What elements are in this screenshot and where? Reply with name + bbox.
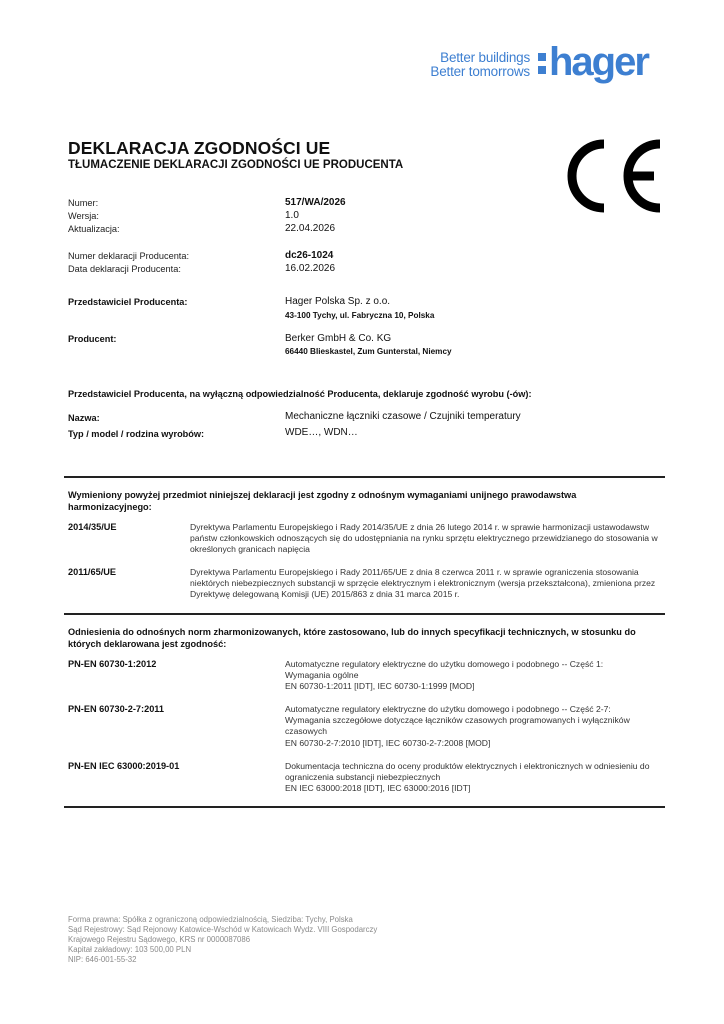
standard-line: EN IEC 63000:2018 [IDT], IEC 63000:2016 [IDT] [285, 783, 471, 794]
standard-line: EN 60730-1:2011 [IDT], IEC 60730-1:1999 [MOD] [285, 681, 475, 692]
wersja-label: Wersja: [68, 211, 99, 221]
standard-code: PN-EN 60730-2-7:2011 [68, 704, 165, 714]
standard-line: Wymagania ogólne [285, 670, 359, 681]
standard-line: Automatyczne regulatory elektryczne do użytku domowego i podobnego -- Część 2-7: [285, 704, 611, 714]
producent-address: 66440 Blieskastel, Zum Gunterstal, Niemcy [285, 347, 452, 356]
nazwa-value: Mechaniczne łączniki czasowe / Czujniki temperatury [285, 411, 521, 422]
tagline-line1: Better buildings [440, 50, 530, 65]
footer-line: NIP: 646-001-55-32 [68, 955, 137, 964]
standard-code: PN-EN 60730-1:2012 [68, 659, 157, 669]
standard-line: Automatyczne regulatory elektryczne do użytku domowego i podobnego -- Część 1: [285, 659, 604, 669]
page-title: DEKLARACJA ZGODNOŚCI UE [68, 138, 331, 158]
standard-code: PN-EN IEC 63000:2019-01 [68, 761, 180, 771]
numer-value: 517/WA/2026 [285, 197, 346, 208]
przedstawiciel-label: Przedstawiciel Producenta: [68, 297, 188, 307]
directive-text: Dyrektywa Parlamentu Europejskiego i Rady 2011/65/UE z dnia 8 czerwca 2011 r. w sprawie ograniczenia stosowania niektórych niebezpiecznych substancji w sprzęcie elektrycznym i elektronicznym (wersja przekształcona), zmieniona przez Dyrektywę delegowaną Komisji (UE) 2015/863 z dnia 31 marca 2015 r. [190, 567, 656, 600]
directive-code: 2014/35/UE [68, 522, 117, 532]
aktualizacja-value: 22.04.2026 [285, 223, 336, 234]
footer-line: Sąd Rejestrowy: Sąd Rejonowy Katowice-Wschód w Katowicach Wydz. VIII Gospodarczy [68, 925, 378, 934]
data-deklaracji-label: Data deklaracji Producenta: [68, 264, 181, 274]
directives-heading: Wymieniony powyżej przedmiot niniejszej deklaracji jest zgodny z odnośnym wymaganiami unijnego prawodawstwa harmonizacyjnego: [68, 490, 577, 512]
footer-line: Kapitał zakładowy: 103 500,00 PLN [68, 945, 192, 954]
ce-mark-icon [560, 138, 664, 214]
przedstawiciel-address: 43-100 Tychy, ul. Fabryczna 10, Polska [285, 311, 435, 320]
producent-name: Berker GmbH & Co. KG [285, 333, 392, 344]
nazwa-label: Nazwa: [68, 413, 100, 423]
standard-text [285, 704, 660, 749]
przedstawiciel-name: Hager Polska Sp. z o.o. [285, 296, 391, 307]
divider [64, 806, 665, 808]
tagline-line2: Better tomorrows [430, 64, 530, 79]
numer-label: Numer: [68, 198, 99, 208]
nr-deklaracji-label: Numer deklaracji Producenta: [68, 251, 190, 261]
footer-line: Krajowego Rejestru Sądowego, KRS nr 0000087086 [68, 935, 251, 944]
divider [64, 476, 665, 478]
standard-text [285, 659, 660, 693]
standards-heading: Odniesienia do odnośnych norm zharmonizowanych, które zastosowano, lub do innych specyfikacji technicznych, w stosunku do których deklarowana jest zgodność: [68, 627, 636, 649]
svg-text:hager: hager [549, 42, 648, 84]
typ-label: Typ / model / rodzina wyrobów: [68, 429, 205, 439]
directive-code: 2011/65/UE [68, 567, 117, 577]
page-subtitle: TŁUMACZENIE DEKLARACJI ZGODNOŚCI UE PRODUCENTA [68, 159, 404, 171]
divider [64, 613, 665, 615]
directive-text: Dyrektywa Parlamentu Europejskiego i Rady 2014/35/UE z dnia 26 lutego 2014 r. w sprawie harmonizacji ustawodawstw państw członkowskich odnoszących się do udostępniania na rynku sprzętu elektrycznego przewidzianego do stosowania w określonych granicach napięcia [190, 522, 658, 555]
data-deklaracji-value: 16.02.2026 [285, 263, 336, 274]
nr-deklaracji-value: dc26-1024 [285, 250, 334, 261]
producent-label: Producent: [68, 334, 117, 344]
aktualizacja-label: Aktualizacja: [68, 224, 120, 234]
typ-value: WDE…, WDN… [285, 427, 358, 438]
wersja-value: 1.0 [285, 210, 299, 221]
brand-tagline [420, 51, 530, 79]
standard-line: Dokumentacja techniczna do oceny produktów elektrycznych i elektronicznych w odniesieniu do ograniczenia substancji niebezpiecznych [285, 761, 650, 783]
standard-line: EN 60730-2-7:2010 [IDT], IEC 60730-2-7:2008 [MOD] [285, 737, 491, 748]
footer-line: Forma prawna: Spółka z ograniczoną odpowiedzialnością, Siedziba: Tychy, Polska [68, 915, 353, 924]
brand-logo-area [420, 42, 670, 92]
standard-text [285, 761, 660, 795]
company-footer [68, 915, 377, 965]
declaration-intro: Przedstawiciel Producenta, na wyłączną odpowiedzialność Producenta, deklaruje zgodność wyrobu (-ów): [68, 389, 532, 399]
standard-line: Wymagania szczegółowe dotyczące łączników czasowych programowanych i wyłączników czasowych [285, 715, 630, 737]
hager-logo [537, 42, 665, 86]
